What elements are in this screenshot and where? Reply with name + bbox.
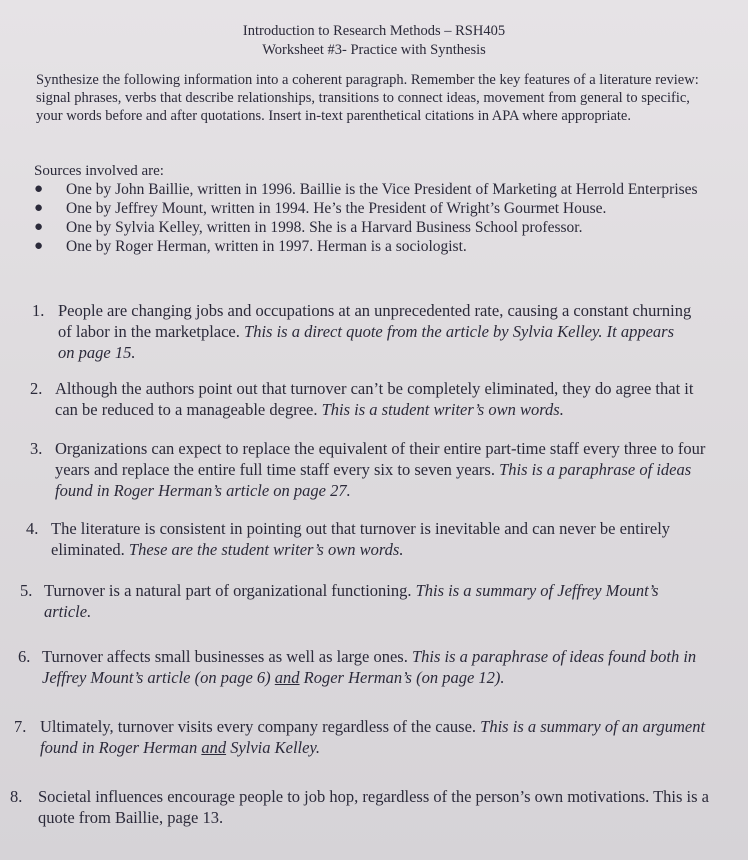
bullet-icon: ● [34, 181, 44, 197]
item-4 [26, 518, 686, 560]
item-number: 5. [20, 581, 33, 600]
item-number: 2. [30, 379, 43, 398]
source-item: ● One by Roger Herman, written in 1997. Herman is a sociologist. [34, 238, 467, 255]
item-text: Organizations can expect to replace the equivalent of their entire part-time staff every three to four years and replace the entire full time staff every six to seven years. This is a paraphrase of ideas found in Roger Herman’s article on page 27. [55, 439, 706, 500]
sources-label: Sources involved are: [34, 163, 164, 179]
item-number: 3. [30, 439, 43, 458]
item-number: 8. [10, 787, 23, 806]
bullet-icon: ● [34, 200, 44, 216]
instructions-paragraph: Synthesize the following information into a coherent paragraph. Remember the key features of a literature review: signal phrases, verbs that describe relationships, transitions to connect ideas, movement from general to specific, your words before and after quotations. Insert in-text parenthetical citations in APA where appropriate. [36, 72, 699, 124]
worksheet-header [0, 22, 748, 60]
item-text: Turnover affects small businesses as well as large ones. This is a paraphrase of ideas found both in Jeffrey Mount’s article (on page 6) and Roger Herman’s (on page 12). [42, 647, 697, 687]
item-number: 4. [26, 519, 39, 538]
bullet-icon: ● [34, 238, 44, 254]
sources-list [30, 180, 720, 256]
item-6 [18, 646, 726, 688]
item-8 [10, 786, 742, 828]
source-item: ● One by John Baillie, written in 1996. Baillie is the Vice President of Marketing at Herrold Enterprises [34, 181, 698, 198]
item-1 [32, 300, 692, 363]
item-number: 6. [18, 647, 31, 666]
item-text: Ultimately, turnover visits every company regardless of the cause. This is a summary of an argument found in Roger Herman and Sylvia Kelley. [40, 717, 706, 757]
item-text: The literature is consistent in pointing out that turnover is inevitable and can never be entirely eliminated. These are the student writer’s own words. [51, 519, 671, 559]
item-3 [30, 438, 716, 501]
item-number: 1. [32, 301, 45, 320]
source-item: ● One by Sylvia Kelley, written in 1998. She is a Harvard Business School professor. [34, 219, 583, 236]
source-item: ● One by Jeffrey Mount, written in 1994. He’s the President of Wright’s Gourmet House. [34, 200, 607, 217]
item-text: Turnover is a natural part of organizational functioning. This is a summary of Jeffrey Mount’s article. [44, 581, 659, 621]
item-5 [20, 580, 700, 622]
item-7 [14, 716, 730, 758]
item-number: 7. [14, 717, 27, 736]
item-text: People are changing jobs and occupations at an unprecedented rate, causing a constant churning of labor in the marketplace. This is a direct quote from the article by Sylvia Kelley. It appears on page 15. [58, 301, 692, 362]
item-2 [30, 378, 702, 420]
item-text: Although the authors point out that turnover can’t be completely eliminated, they do agree that it can be reduced to a manageable degree. This is a student writer’s own words. [55, 379, 694, 419]
bullet-icon: ● [34, 219, 44, 235]
item-text: Societal influences encourage people to job hop, regardless of the person’s own motivations. This is a quote from Baillie, page 13. [38, 787, 710, 827]
course-title: Introduction to Research Methods – RSH405 [242, 23, 506, 39]
worksheet-title: Worksheet #3- Practice with Synthesis [262, 42, 486, 58]
